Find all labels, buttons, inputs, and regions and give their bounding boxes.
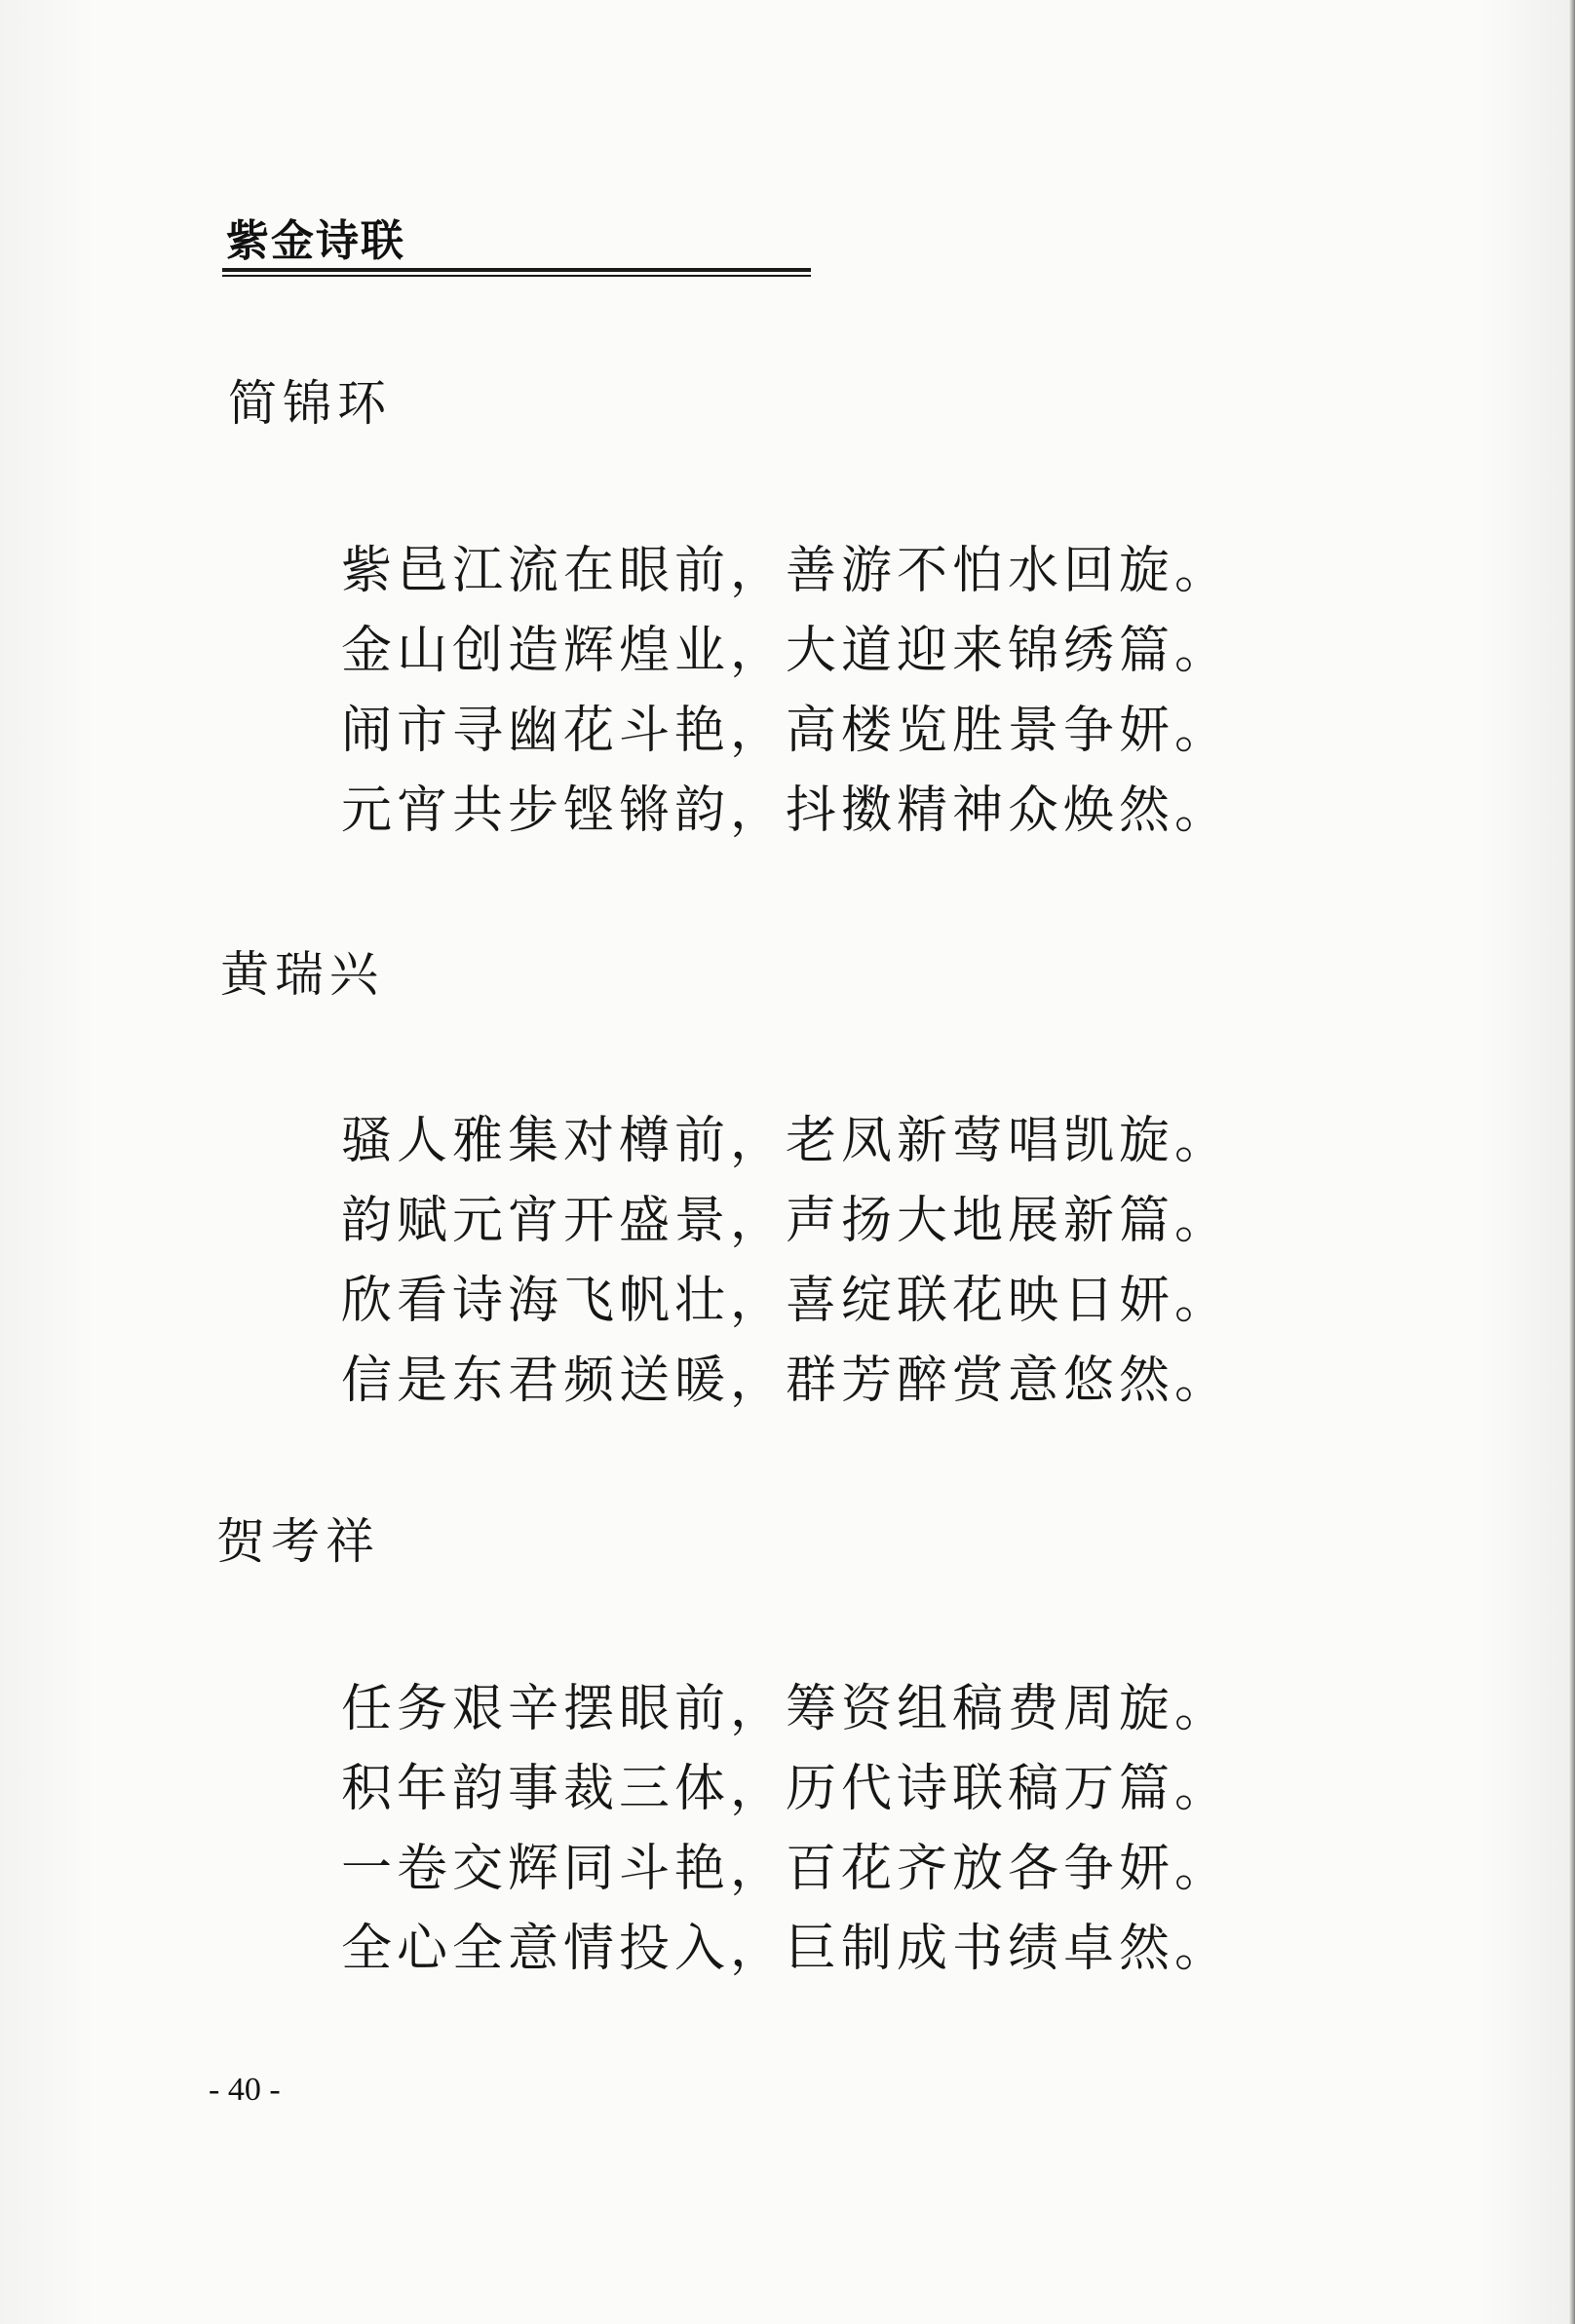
- poem-line: 韵赋元宵开盛景，声扬大地展新篇。: [341, 1192, 1231, 1250]
- author-name: 贺考祥: [216, 1513, 380, 1570]
- poem-line: 全心全意情投入，巨制成书绩卓然。: [341, 1920, 1231, 1978]
- author-name: 简锦环: [228, 375, 392, 432]
- poem-line: 元宵共步铿锵韵，抖擞精神众焕然。: [341, 781, 1231, 840]
- poem-line: 信是东君频送暖，群芳醉赏意悠然。: [341, 1352, 1231, 1410]
- poem-line: 金山创造辉煌业，大道迎来锦绣篇。: [341, 622, 1231, 680]
- poem-line: 骚人雅集对樽前，老凤新莺唱凯旋。: [341, 1112, 1231, 1170]
- header-rule-thick: [222, 268, 811, 272]
- poem-line: 闹市寻幽花斗艳，高楼览胜景争妍。: [341, 702, 1231, 760]
- poem-line: 欣看诗海飞帆壮，喜绽联花映日妍。: [341, 1272, 1231, 1330]
- author-name: 黄瑞兴: [220, 946, 384, 1003]
- poem-line: 紫邑江流在眼前，善游不怕水回旋。: [341, 542, 1231, 600]
- poem-line: 一卷交辉同斗艳，百花齐放各争妍。: [341, 1840, 1231, 1898]
- scan-edge-shadow: [1569, 0, 1575, 2324]
- poem-line: 积年韵事裁三体，历代诗联稿万篇。: [341, 1760, 1231, 1818]
- running-header-title: 紫金诗联: [226, 216, 405, 266]
- running-header: [222, 216, 811, 275]
- poem-line: 任务艰辛摆眼前，筹资组稿费周旋。: [341, 1680, 1231, 1738]
- poem: [341, 1101, 1316, 1421]
- poem: [341, 531, 1316, 851]
- page-number: - 40 -: [209, 2072, 281, 2108]
- header-rule-thin: [222, 275, 811, 277]
- poem: [341, 1669, 1316, 1989]
